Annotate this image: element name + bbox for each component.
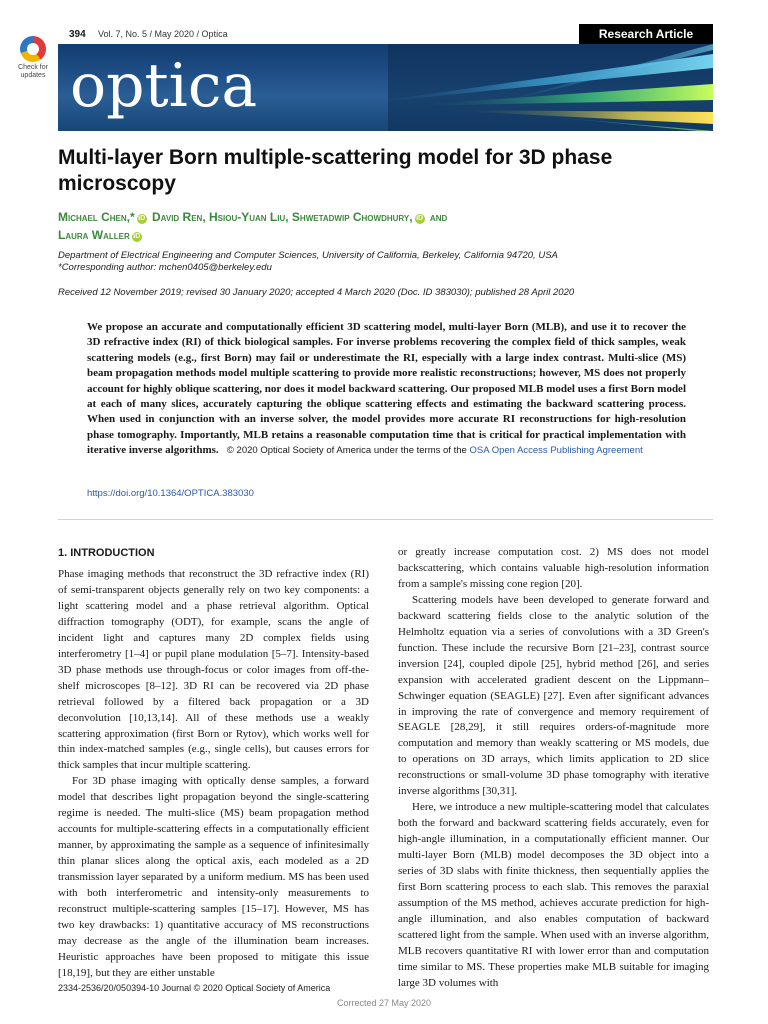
- author-list: [58, 208, 718, 244]
- orcid-icon[interactable]: iD: [133, 233, 141, 240]
- badge-text-1: Check for: [18, 64, 48, 71]
- doi-link[interactable]: https://doi.org/10.1364/OPTICA.383030: [87, 488, 254, 499]
- crossmark-icon: [20, 36, 46, 62]
- orcid-icon[interactable]: iD: [138, 215, 146, 222]
- article-type-tag: Research Article: [579, 24, 713, 44]
- abstract: [87, 320, 686, 459]
- affiliation-block: [58, 250, 718, 274]
- author-name: and: [429, 210, 448, 224]
- journal-logo: optica: [70, 51, 258, 121]
- badge-text-2: updates: [20, 72, 46, 79]
- paragraph: or greatly increase computation cost. 2) MS does not model backscattering, which contains valuable high-resolution information from a sample's missing cone region [20].: [398, 546, 709, 590]
- running-header: [58, 24, 713, 44]
- check-for-updates-badge[interactable]: [12, 36, 54, 80]
- footer-code: 2334-2536/20/050394-10 Journal © 2020 Optical Society of America: [58, 983, 331, 993]
- divider: [58, 519, 713, 520]
- affiliation: Department of Electrical Engineering and Computer Sciences, University of California, Berkeley, California 94720, USA: [58, 250, 558, 261]
- orcid-icon[interactable]: iD: [416, 215, 424, 222]
- author-name: Michael Chen,*: [58, 210, 135, 224]
- author-name: Laura Waller: [58, 228, 130, 242]
- author-name: David Ren,: [152, 210, 206, 224]
- paragraph: Scattering models have been developed to generate forward and backward scattering fields close to the analytic solution of the Helmholtz equation via a series of convolutions with a 3D Green's function. These include the recursive Born [21–23], contrast source inversion [24], coupled dipole [25], hybrid method [26], and series expansion with accelerated gradient descent on the Lippmann–Schwinger equation (SEAGLE) [27]. Even after significant advances in improving the rate of convergence and memory requirement of SEAGLE [28,29], it still requires orders-of-magnitude more computation and memory than weakly scattering or MS models, due to operations on 3D arrays, which limits application to 2D slice reconstructions or small-volume 3D phase tomography with iterative inverse algorithms [30,31].: [398, 593, 709, 798]
- journal-banner: [58, 44, 713, 131]
- author-name: Hsiou-Yuan Liu,: [209, 210, 289, 224]
- issue-info: Vol. 7, No. 5 / May 2020 / Optica: [98, 29, 228, 39]
- paragraph: For 3D phase imaging with optically dense samples, a forward model that describes light propagation beyond the single-scattering regime is needed. The multi-slice (MS) beam propagation method accounts for multiple-scattering effects in a computationally efficient manner, by approximating the sample as a sequence of infinitesimally thin planar slices along the optical axis, each modeled as a 2D transmission layer separated by a uniform medium. MS has been used with both interferometric and intensity-only measurements to reconstruct multiple-scattering samples [15–17]. However, MS has two key drawbacks: 1) quantitative accuracy of MS reconstructions may decrease as the angle of the illumination beam increases. Heuristic approaches have been proposed to mitigate this issue [18,19], but they are either unstable: [58, 775, 369, 979]
- author-name: Shwetadwip Chowdhury,: [291, 210, 413, 224]
- corresponding-author: *Corresponding author: mchen0405@berkeley.edu: [58, 262, 272, 273]
- paragraph: Phase imaging methods that reconstruct the 3D refractive index (RI) of semi-transparent objects generally rely on two key components: a light scattering model and a phase retrieval algorithm. Optical diffraction tomography (ODT), for example, scans the angle of incident light and captures many 2D complex fields using interferometry [1–4] or pupil plane modulation [5–7]. Intensity-based 3D phase methods use through-focus or color images from off-the-shelf microscopes [8–12]. 3D RI can be recovered via 2D phase retrieval followed by a filtered back propagation or a 3D deconvolution [10,13,14]. All of these methods use a weakly scattering approximation (first Born or Rytov), which works well for thin index-matched samples (e.g., single cells), but causes errors for thick samples that incur multiple scattering.: [58, 568, 369, 772]
- publication-dates: Received 12 November 2019; revised 30 January 2020; accepted 4 March 2020 (Doc. ID 383030); published 28 April 2020: [58, 287, 575, 298]
- page-number: 394: [69, 28, 86, 40]
- right-column: [398, 545, 709, 992]
- abstract-text: We propose an accurate and computationally efficient 3D scattering model, multi-layer Born (MLB), and use it to recover the 3D refractive index (RI) of thick biological samples. For inverse problems recovering the complex field of thick samples, weak scattering models (e.g., first Born) may fail or underestimate the RI, especially with a large index contrast. Multi-slice (MS) beam propagation methods model multiple scattering to provide more realistic reconstructions; however, MS does not properly account for highly oblique scattering, nor does it model backward scattering. Our proposed MLB model uses a first Born model at each of many slices, accurately capturing the oblique scattering effects and estimating the backward scattering process. When used in conjunction with an inverse solver, the model provides more accurate RI reconstructions for high-resolution phase tomography. Importantly, MLB retains a reasonable computation time that is critical for practical implementation with iterative inverse algorithms.: [87, 321, 686, 457]
- correction-note: Corrected 27 May 2020: [336, 998, 432, 1008]
- open-access-link[interactable]: OSA Open Access Publishing Agreement: [469, 445, 643, 457]
- copyright-notice: © 2020 Optical Society of America under the terms of the: [226, 445, 467, 457]
- article-title: Multi-layer Born multiple-scattering model for 3D phase microscopy: [58, 146, 613, 195]
- paragraph: Here, we introduce a new multiple-scattering model that calculates both the forward and backward scattering fields accurately, even for high-angle illumination, in a computationally efficient manner. Our multi-layer Born (MLB) model decomposes the 3D object into a series of 3D slabs with finite thickness, then sequentially applies the first Born scattering process to each slab. This removes the paraxial assumption of the MS method, achieves accurate prediction for high-angle illumination, and also enables computation of backward scattered light from the sample. When used with an inverse algorithm, MLB recovers quantitative RI with lower error than and computation time similar to MS. These properties make MLB suitable for imaging large 3D volumes with: [398, 801, 709, 989]
- left-column: [58, 545, 369, 982]
- section-heading: 1. INTRODUCTION: [58, 547, 155, 559]
